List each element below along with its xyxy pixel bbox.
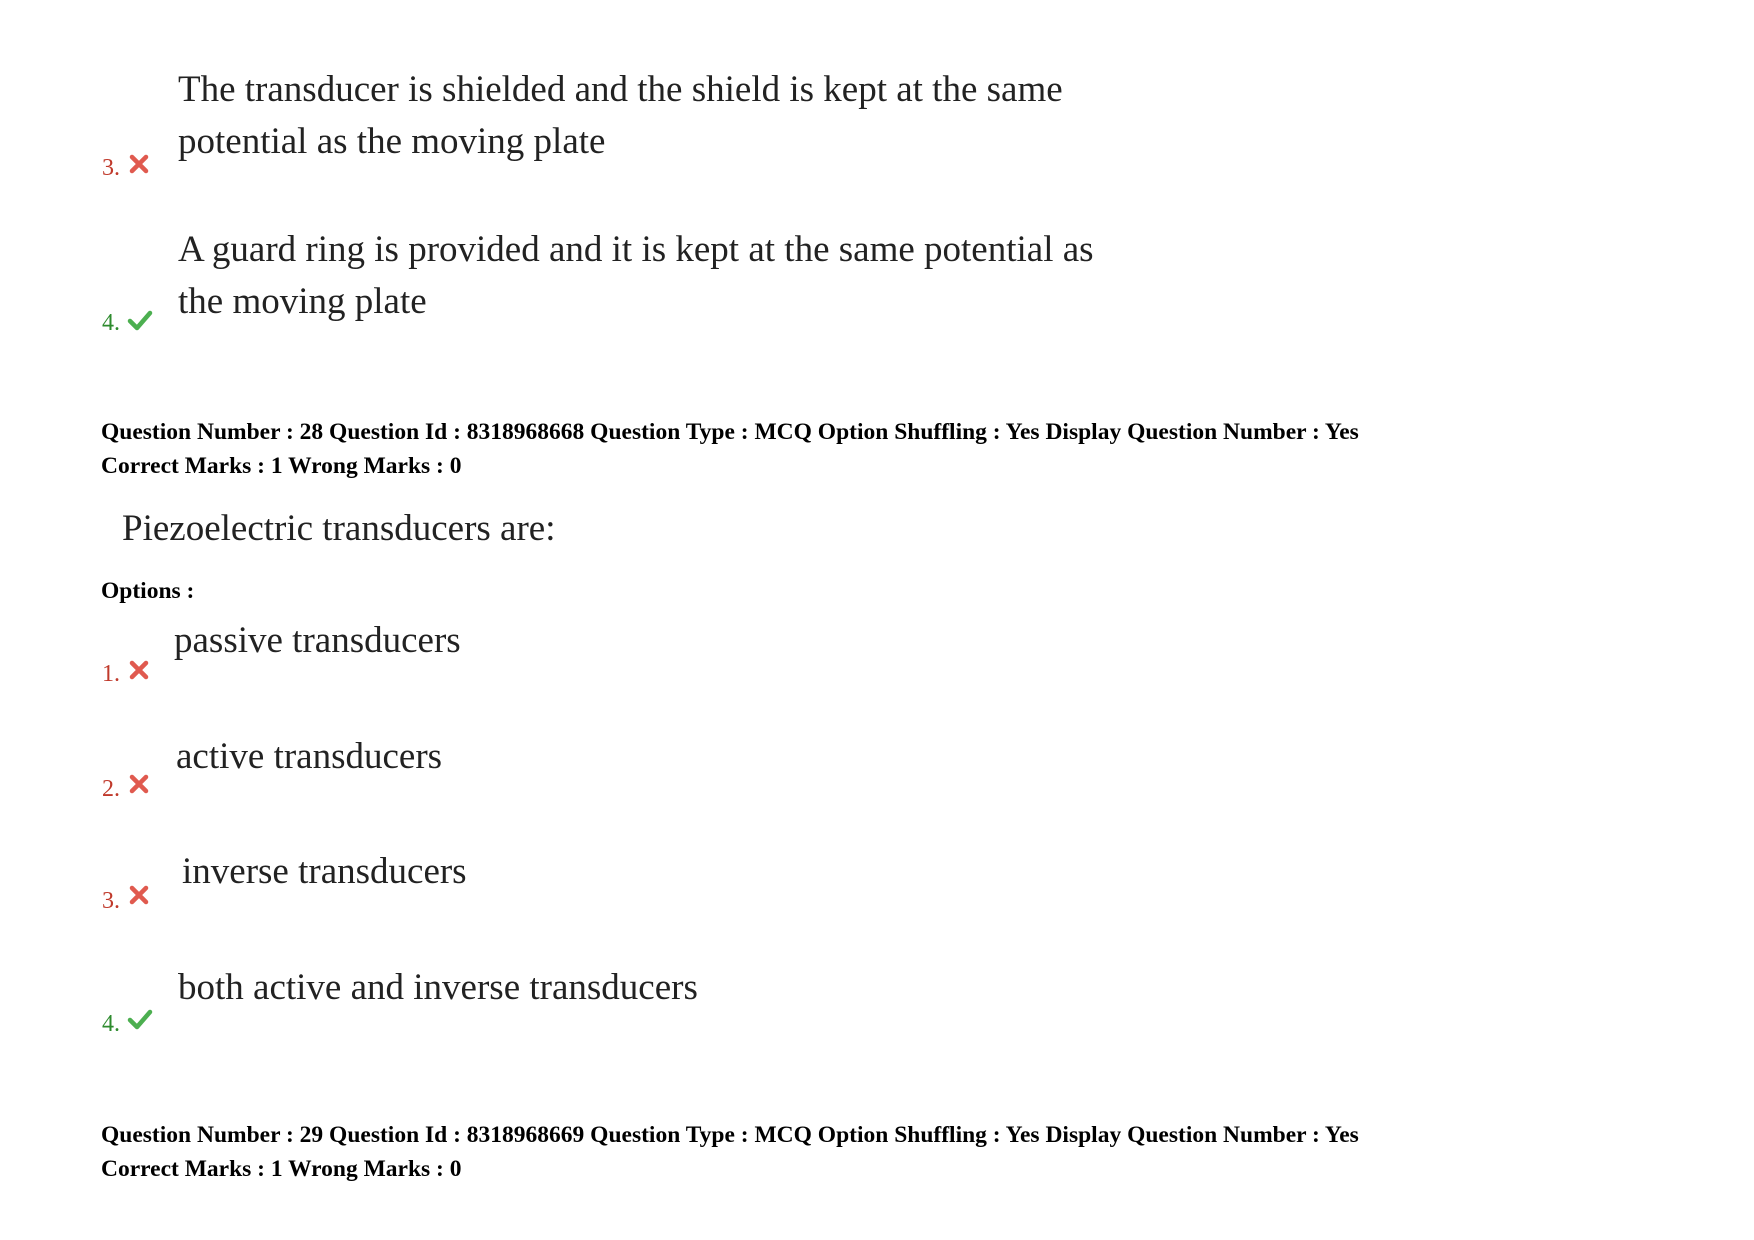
prev-option-4-line-2: the moving plate [178,281,427,322]
cross-icon [128,884,150,906]
cross-icon [128,153,150,175]
q28-option-3-number: 3. [102,888,120,914]
question-28-options-label: Options : [101,578,195,604]
question-28-text: Piezoelectric transducers are: [122,508,556,549]
q28-option-4-text: both active and inverse transducers [178,967,698,1008]
q28-option-3-text: inverse transducers [182,851,467,892]
question-29-meta-line-2: Correct Marks : 1 Wrong Marks : 0 [101,1156,462,1182]
q28-option-1-text: passive transducers [174,620,461,661]
prev-option-4-text [178,224,1094,328]
q28-option-2-text: active transducers [176,736,443,777]
q28-option-1-number: 1. [102,661,120,687]
question-29-meta-line-1: Question Number : 29 Question Id : 8318968669 Question Type : MCQ Option Shuffling : Yes Display Question Number : Yes [101,1122,1359,1148]
prev-option-4-number: 4. [102,310,120,336]
prev-option-3-number: 3. [102,155,120,181]
check-icon [127,1008,153,1030]
question-28-meta-line-1: Question Number : 28 Question Id : 8318968668 Question Type : MCQ Option Shuffling : Yes Display Question Number : Yes [101,419,1359,445]
prev-option-4-line-1: A guard ring is provided and it is kept at the same potential as [178,229,1094,270]
cross-icon [128,659,150,681]
check-icon [127,309,153,331]
prev-option-3-text [178,64,1063,168]
q28-option-4-number: 4. [102,1011,120,1037]
prev-option-3-line-1: The transducer is shielded and the shield is kept at the same [178,69,1063,110]
question-28-meta-line-2: Correct Marks : 1 Wrong Marks : 0 [101,453,462,479]
cross-icon [128,773,150,795]
q28-option-2-number: 2. [102,776,120,802]
prev-option-3-line-2: potential as the moving plate [178,121,606,162]
